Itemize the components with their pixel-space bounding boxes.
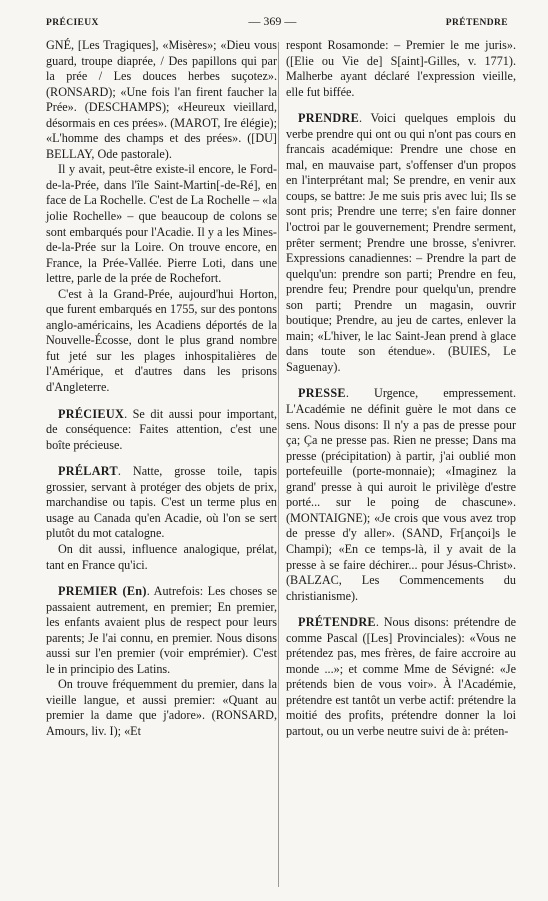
entry-presse-text: . Urgence, empressement. L'Académie ne définit guère le mot dans ce sens. Nous disons: Il n'y a pas de presse pour ça; Ça ne presse pas. Rien ne presse; Dans ma presse (précipitation) à partir, j'ai oublié mon portefeuille (porte-monnaie); «Imaginez la grand' presse à qui auroit le privilège d'estre porté... sur le poing de chascune». (MONTAIGNE); «Je crois que vous avez trop de presse d'y aller». (SAND, Fr[ançoi]s le Champi); «En ce temps-là, il y avait de la presse à se faire déchirer... pour Jésus-Christ». (BALZAC, Les Commencements du christianisme). bbox=[286, 386, 516, 603]
entry-premier-paragraph-2: On trouve fréquemment du premier, dans la vieille langue, et aussi premier: «Quant au premier la dame que j'adore». (RONSARD, Amours, liv. I); «Et bbox=[46, 677, 277, 738]
headword-prendre: PRENDRE bbox=[298, 111, 360, 126]
entry-premier bbox=[46, 584, 277, 677]
right-column bbox=[286, 38, 516, 740]
column-divider bbox=[278, 42, 279, 887]
headword-precieux: PRÉCIEUX bbox=[58, 406, 125, 421]
entry-precieux-text: . Se dit aussi pour important, de conséquence: Faites attention, c'est une boîte précieuse. bbox=[46, 406, 277, 452]
header-left-word: PRÉCIEUX bbox=[46, 18, 99, 28]
entry-prelart-paragraph-2: On dit aussi, influence analogique, prélat, tant en France qu'ici. bbox=[46, 541, 277, 572]
header-right-word: PRÉTENDRE bbox=[445, 18, 508, 28]
entry-pree-paragraph-3: C'est à la Grand-Prée, aujourd'hui Horton, que furent embarqués en 1755, sur des pontons anglo-américains, les Acadiens déportés de la Nouvelle-Écosse, dont le plus grand nombre fut jeté sur les plages inhospitalières de l'Amérique, et d'autres dans les prisons d'Angleterre. bbox=[46, 286, 277, 395]
entry-pree-continuation: GNÉ, [Les Tragiques], «Misères»; «Dieu vous guard, troupe diaprée, / Des papillons qui par la prée / Les douces herbes suçotez». (RONSARD); «Une fois l'an firent faucher la Prée». (DESCHAMPS); «Heureux vieillard, désormais en ces prées». (MAROT, Ire élégie); «L'homme des champs et des prées». ([DU] BELLAY, Ode pastorale). bbox=[46, 38, 277, 161]
entry-prendre-text: . Voici quelques emplois du verbe prendre qui ont ou qui n'ont pas cours en francais académique: Prendre une chose en mal, en mauvaise part, s'offenser d'un propos en l'interprétant mal; Se prendre, en venir aux coups, se battre: Je me suis pris avec lui; Ils se sont pris; Prendre une terre; s'en faire donner l'octroi par le gouvernement; Prendre serment, prêter serment; Prendre une brosse, s'enivrer. Expressions canadiennes: – Prendre la part de quelqu'un: prendre son parti; Prendre en feu, prendre feu; Prendre pour quelqu'un, prendre son parti; Prendre un magasin, ouvrir boutique; Prendre, au jeu de cartes, enlever la main; «L'hiver, le lac Saint-Jean prend à glace dans toute son étendue». (BUIES, Le Saguenay). bbox=[286, 111, 516, 374]
entry-premier-continuation: respont Rosamonde: – Premier le me juris». ([Elie ou Vie de] S[aint]-Gilles, v. 1771). Malherbe ayant déclaré l'expression vieille, elle fut biffée. bbox=[286, 38, 516, 99]
entry-pretendre bbox=[286, 615, 516, 739]
headword-pretendre: PRÉTENDRE bbox=[298, 615, 376, 630]
headword-premier: PREMIER (En) bbox=[58, 584, 147, 599]
entry-premier-text: . Autrefois: Les choses se passaient autrement, en premier; En premier, les enfants avaient plus de respect pour leurs parents; Je l'ai connu, en premier. Nous disons aussi sur l'en premier (voir emprémier). C'est le in principio des Latins. bbox=[46, 584, 277, 676]
entry-presse bbox=[286, 386, 516, 604]
running-header bbox=[46, 14, 508, 30]
entry-prelart-text: . Natte, grosse toile, tapis grossier, servant à protéger des objets de prix, marchandise ou tapis. C'est un terme plus en usage au Canada qu'en Acadie, où l'on se sert plutôt du mot catalogne. bbox=[46, 464, 277, 541]
entry-pree-paragraph-2: Il y avait, peut-être existe-il encore, le Ford-de-la-Prée, dans l'île Saint-Martin[-de-Ré], en face de La Rochelle. C'est de La Rochelle – «la jolie Rochelle» – que beaucoup de colons se sont embarqués pour l'Acadie. Il y a les Mines-de-la-Prée sur la Loire. On trouve encore, en France, la Prée-Vallée. Pierre Loti, dans une lettre, parle de la prée de Rochefort. bbox=[46, 162, 277, 286]
entry-prelart bbox=[46, 464, 277, 542]
entry-prendre bbox=[286, 111, 516, 375]
left-column bbox=[46, 38, 277, 740]
page-number: — 369 — bbox=[248, 14, 297, 28]
headword-presse: PRESSE bbox=[298, 386, 346, 401]
headword-prelart: PRÉLART bbox=[58, 464, 118, 479]
entry-precieux bbox=[46, 407, 277, 454]
entry-pretendre-text: . Nous disons: prétendre de comme Pascal ([Les] Provinciales): «Vous ne prétendez pas, mes frères, de faire accroire au monde ...»; et comme Mme de Sévigné: «Je prétends bien de vous voir». À l'Académie, prétendre est tantôt un verbe actif: prétendre la moitié des profits, prétendre donner la loi partout, ou un verbe neutre suivi de à: préten- bbox=[286, 615, 516, 738]
